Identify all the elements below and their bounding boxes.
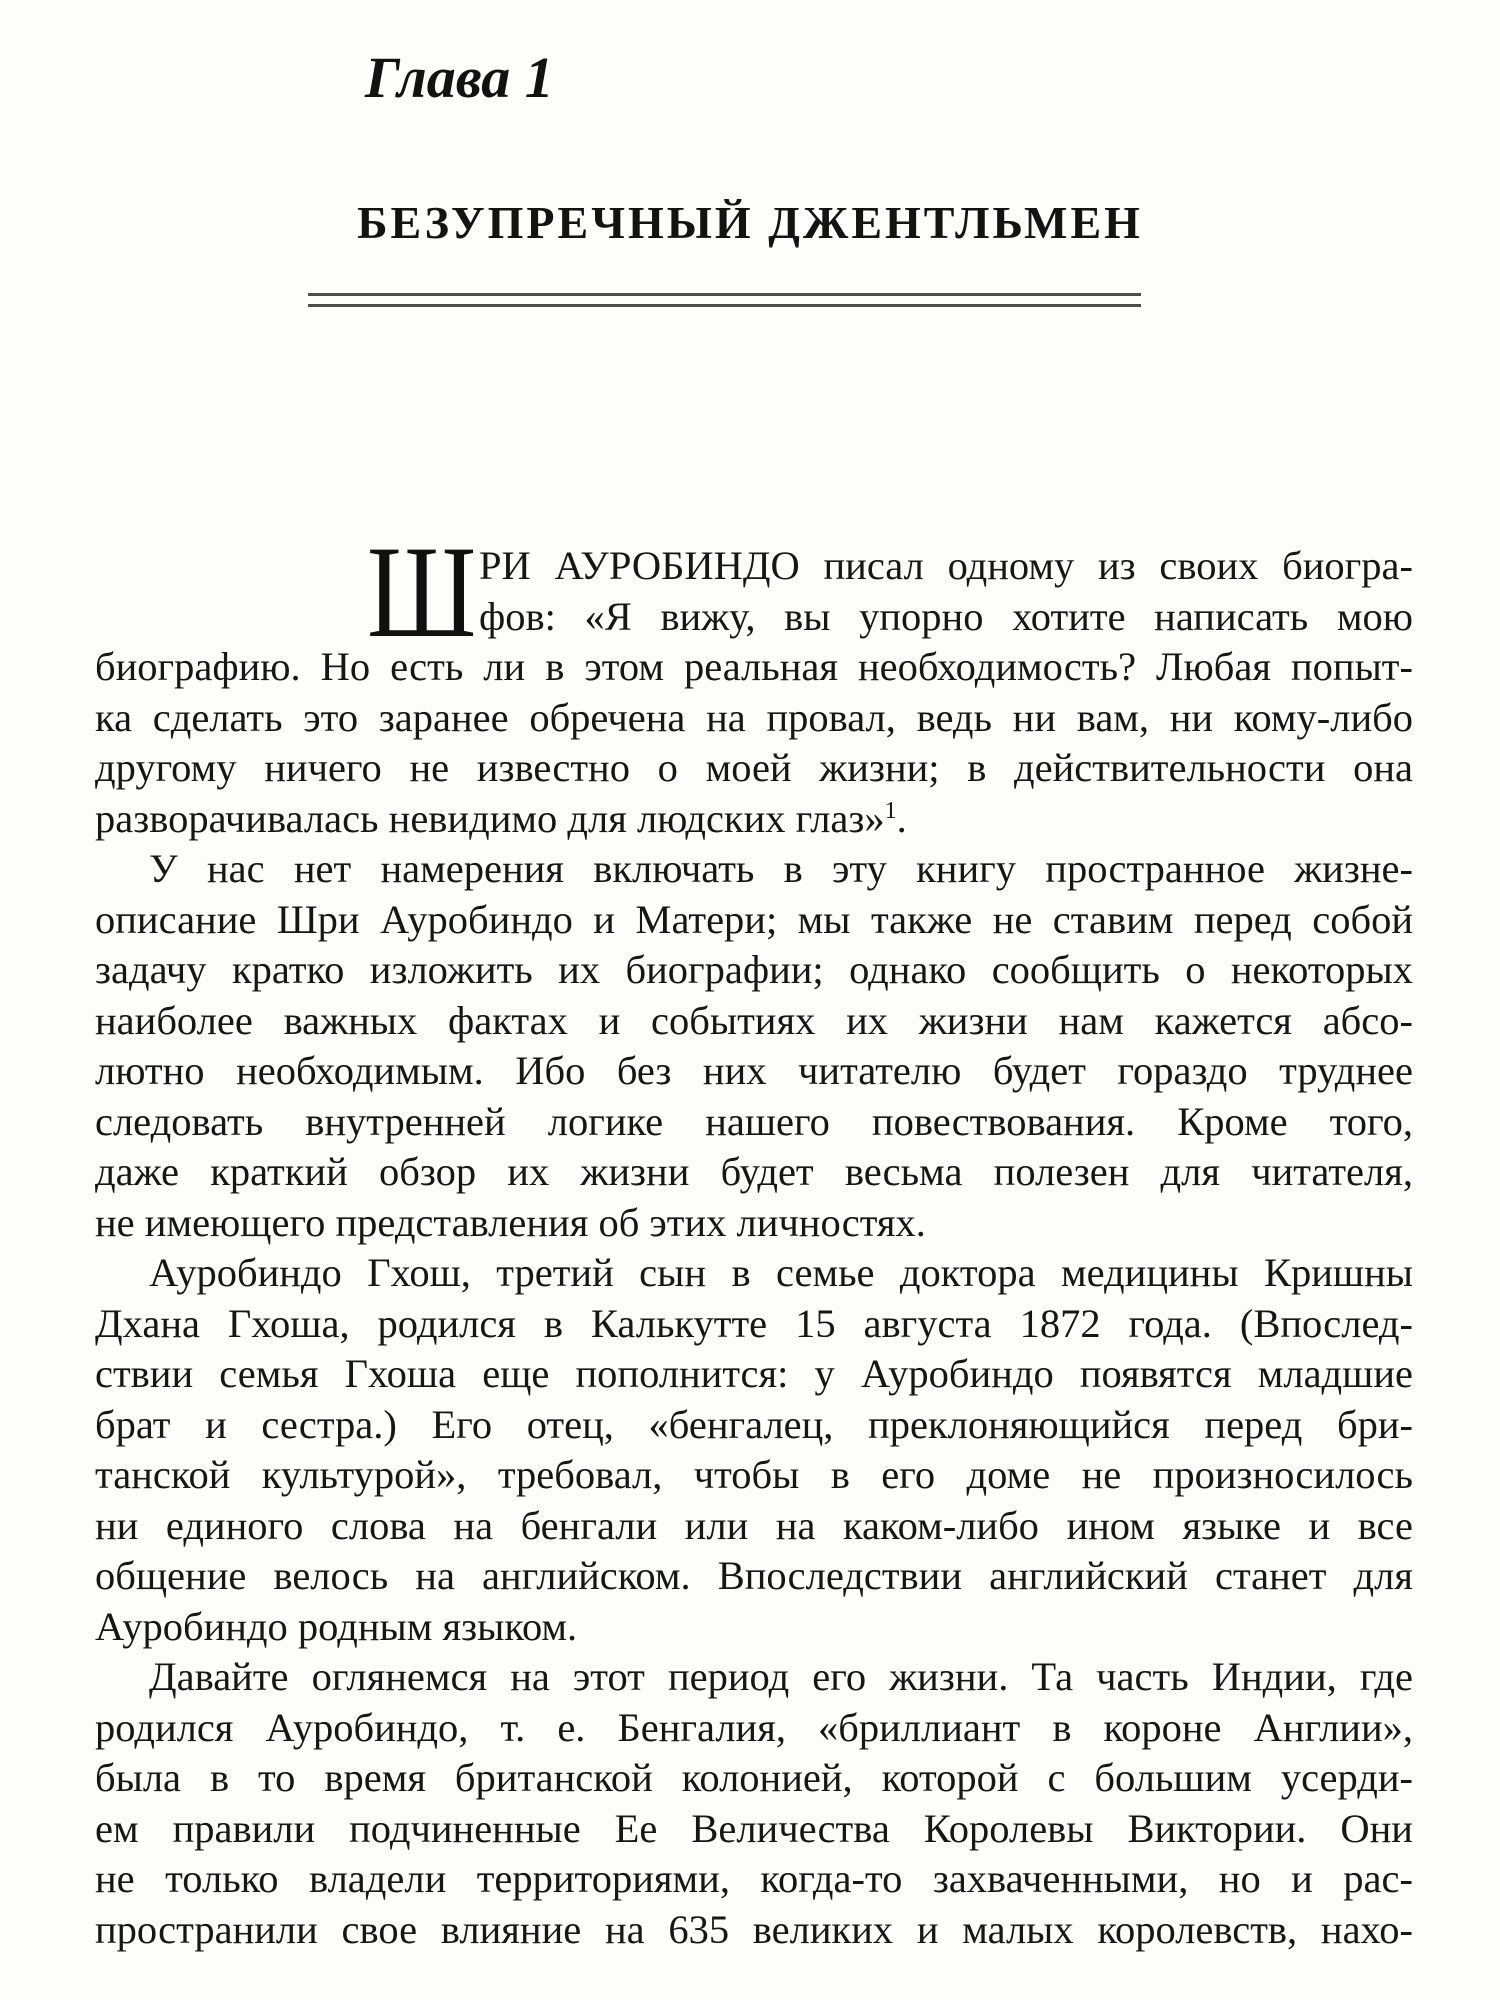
title-double-rule bbox=[308, 293, 1141, 307]
text-segment: . bbox=[896, 795, 907, 841]
text-segment: разворачивалась невидимо для людских глаз» bbox=[95, 795, 885, 841]
text-line: ни единого слова на бенгали или на каком-либо ином языке и все bbox=[95, 1502, 1413, 1548]
text-line: была в то время британской колонией, которой с большим усерди- bbox=[95, 1755, 1413, 1800]
text-line: РИ АУРОБИНДО писал одному из своих биогра- bbox=[479, 543, 1413, 588]
text-line: ка сделать это заранее обречена на провал, ведь ни вам, ни кому-либо bbox=[95, 694, 1413, 740]
text-line: наиболее важных фактах и событиях их жизни нам кажется абсо- bbox=[95, 997, 1413, 1043]
text-line: описание Шри Ауробиндо и Матери; мы также не ставим перед собой bbox=[95, 896, 1413, 942]
chapter-label: Глава 1 bbox=[365, 45, 554, 110]
footnote-ref: 1 bbox=[884, 797, 897, 824]
text-line: пространили свое влияние на 635 великих и малых королевств, нахо- bbox=[95, 1906, 1413, 1952]
text-line: брат и сестра.) Его отец, «бенгалец, преклоняющийся перед бри- bbox=[95, 1401, 1413, 1447]
text-line: следовать внутренней логике нашего повествования. Кроме того, bbox=[95, 1098, 1413, 1144]
text-line: даже краткий обзор их жизни будет весьма полезен для читателя, bbox=[95, 1149, 1413, 1194]
text-line: фов: «Я вижу, вы упорно хотите написать мою bbox=[479, 593, 1413, 639]
paragraph-1-opening bbox=[367, 518, 1413, 665]
text-line: танской культурой», требовал, чтобы в его доме не произносилось bbox=[95, 1452, 1413, 1497]
text-line: У нас нет намерения включать в эту книгу пространное жизне- bbox=[149, 846, 1413, 891]
dropcap-letter: Ш bbox=[367, 518, 477, 665]
text-line: Дхана Гхоша, родился в Калькутте 15 августа 1872 года. (Впослед- bbox=[95, 1300, 1413, 1346]
text-line: биографию. Но есть ли в этом реальная необходимость? Любая попыт- bbox=[95, 644, 1413, 689]
text-line-with-footnote bbox=[95, 794, 1413, 845]
chapter-title: БЕЗУПРЕЧНЫЙ ДЖЕНТЛЬМЕН bbox=[357, 197, 1143, 248]
text-line: родился Ауробиндо, т. е. Бенгалия, «бриллиант в короне Англии», bbox=[95, 1704, 1413, 1750]
text-line: Ауробиндо родным языком. bbox=[95, 1603, 578, 1649]
text-line: ем правили подчиненные Ее Величества Королевы Виктории. Они bbox=[95, 1805, 1413, 1851]
text-line: другому ничего не известно о моей жизни; в действительности она bbox=[95, 745, 1413, 790]
text-line: лютно необходимым. Ибо без них читателю будет гораздо труднее bbox=[95, 1048, 1413, 1093]
text-line: ствии семья Гхоша еще пополнится: у Ауробиндо появятся младшие bbox=[95, 1351, 1413, 1396]
text-line: не только владели территориями, когда-то захваченными, но и рас- bbox=[95, 1856, 1413, 1901]
text-line: задачу кратко изложить их биографии; однако сообщить о некоторых bbox=[95, 947, 1413, 992]
text-line: общение велось на английском. Впоследствии английский станет для bbox=[95, 1553, 1413, 1598]
body-text bbox=[95, 518, 1413, 1955]
text-line: Давайте оглянемся на этот период его жизни. Та часть Индии, где bbox=[149, 1654, 1413, 1699]
text-line: не имеющего представления об этих личностях. bbox=[95, 1199, 926, 1245]
text-line: Ауробиндо Гхош, третий сын в семье доктора медицины Кришны bbox=[149, 1250, 1413, 1295]
